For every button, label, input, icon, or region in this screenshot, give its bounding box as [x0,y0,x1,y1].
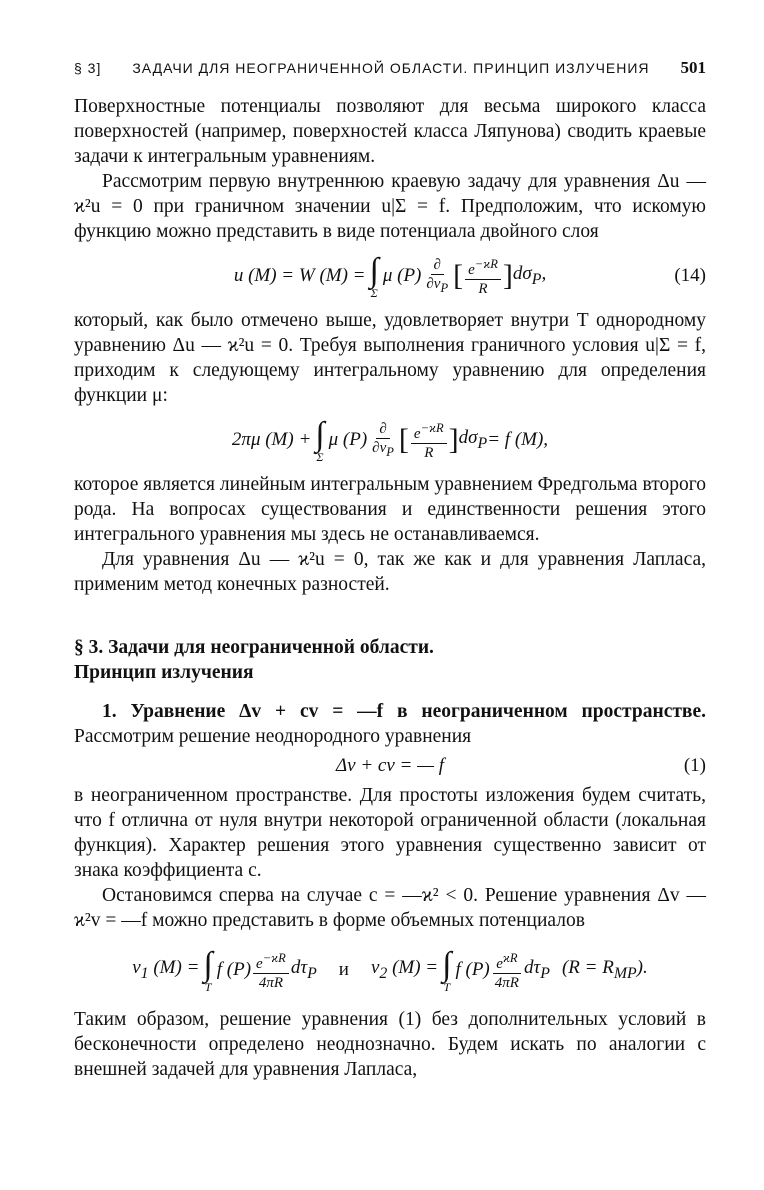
formula-14-left: u (M) = W (M) = [233,265,366,286]
formula-2-mu: μ (P) [328,429,368,450]
subsection-lead: 1. Уравнение Δv + cv = —f в неограниченном пространстве. [102,701,706,722]
integral-sign: ∫ Σ [369,252,379,300]
formula-2-rhs: = f (M), [487,429,549,450]
formula-1-text: Δv + cv = — f [335,755,445,776]
conjunction: и [338,959,349,980]
equation-number-14: (14) [674,265,706,286]
page-number: 501 [680,58,706,77]
density-function: f (P) [455,959,490,980]
formula-14-mu: μ (P) [382,265,422,286]
paragraph-2: Рассмотрим первую внутреннюю краевую задачу для уравнения Δu — ϰ²u = 0 при граничном значении u|Σ = f. Предположим, что искомую функцию можно представить в виде потенциала двойного слоя [74,171,706,242]
paragraph-4: которое является линейным интегральным уравнением Фредгольма второго рода. На вопросах существования и единственности решения этого интегрального уравнения мы здесь не останавливаемся. [74,474,706,545]
kernel-fraction-2: $\frac{e^{ϰR}}{4\pi R}$ [494,950,519,991]
running-header [74,58,706,78]
header-section: § 3] [74,60,102,76]
formula-2-left: 2πμ (M) + [231,429,312,450]
formula-integral-equation: 2πμ (M) + ∫ Σ μ (P) $\frac{\partial}{\partial\nu_P}$ [ $\frac{e^{-ϰR}}{R}$ ] $d\sigma_P$ = f (M), [231,416,549,464]
paragraph-3: который, как было отмечено выше, удовлетворяет внутри T однородному уравнению Δu — ϰ²u = 0. Требуя выполнения граничного условия u|Σ = f, приходим к следующему интегральному уравнению для определения функции μ: [74,310,706,406]
integral-sign: ∫ Σ [315,416,325,464]
kernel-fraction-1: $\frac{e^{-ϰR}}{4\pi R}$ [253,949,289,992]
paragraph-7: в неограниченном пространстве. Для простоты изложения будем считать, что f отлична от нуля внутри некоторой ограниченной области (локальная функция). Характер решения этого уравнения существенно зависит от знака коэффициента c. [74,785,706,881]
paragraph-5: Для уравнения Δu — ϰ²u = 0, так же как и для уравнения Лапласа, применим метод конечных разностей. [74,549,706,595]
formula-14: u (M) = W (M) = ∫ Σ μ (P) $\frac{\partial}{\partial\nu_P}$ [ $\frac{e^{-ϰR}}{R}$ ] $d\sigma_P$, (14) [233,252,706,300]
kernel-fraction: $\frac{e^{-ϰR}}{R}$ [465,255,501,298]
page [74,58,706,1082]
paragraph-8: Остановимся сперва на случае c = —ϰ² < 0. Решение уравнения Δv — ϰ²v = —f можно представить в форме объемных потенциалов [74,885,706,931]
paragraph-9: Таким образом, решение уравнения (1) без дополнительных условий в бесконечности определено неоднозначно. Будем искать по аналогии с внешней задачей для уравнения Лапласа, [74,1009,706,1080]
integral-sign: ∫ T [203,946,213,994]
integral-sign: ∫ T [442,946,452,994]
kernel-fraction: $\frac{e^{-ϰR}}{R}$ [411,419,447,462]
paragraph-6 [74,699,706,749]
density-function: f (P) [216,959,252,980]
section-heading-line-2: Принцип излучения [74,662,254,683]
section-heading-line-1: § 3. Задачи для неограниченной области. [74,637,434,658]
formula-volume-potentials: $v_1$ (M) = ∫ T f (P) $\frac{e^{-ϰR}}{4\pi R}$ $d\tau_P$ и $v_2$ (M) = ∫ T f (P) $\frac{e^{ϰR}}{4\pi R}$ $d\tau_P$ $(R = R_{MP})$. [132,946,648,994]
partial-derivative: $\frac{\partial}{\partial\nu_P}$ [372,420,394,459]
header-title: ЗАДАЧИ ДЛЯ НЕОГРАНИЧЕННОЙ ОБЛАСТИ. ПРИНЦИП ИЗЛУЧЕНИЯ [132,60,650,76]
partial-derivative: $\frac{\partial}{\partial\nu_P}$ [426,256,449,295]
equation-number-1: (1) [683,755,706,776]
paragraph-1: Поверхностные потенциалы позволяют для весьма широкого класса поверхностей (например, поверхностей класса Ляпунова) сводить краевые задачи к интегральным уравнениям. [74,96,706,167]
paragraph-6-rest: Рассмотрим решение неоднородного уравнения [74,726,472,747]
formula-1 [74,749,706,783]
